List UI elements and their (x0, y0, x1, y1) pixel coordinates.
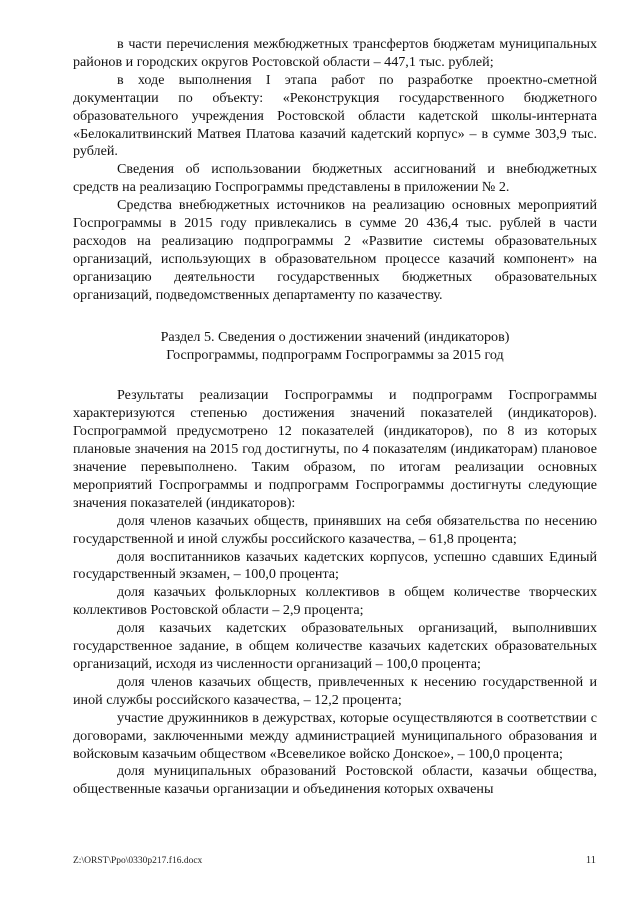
paragraph-design-works: в ходе выполнения I этапа работ по разработке проектно-сметной документации по объекту: «Реконструкция государственного бюджетного образовательного учреждения Ростовской области кадетской школы-интерната «Белокалитвинский Матвея Платова казачий кадетский корпус» – в сумме 303,9 тыс. рублей. (73, 71, 597, 160)
footer-page-number: 11 (585, 855, 596, 866)
paragraph-interbudget-transfers: в части перечисления межбюджетных трансфертов бюджетам муниципальных районов и городских округов Ростовской области – 447,1 тыс. рублей; (73, 36, 597, 70)
paragraph-indicator-service-involvement: доля членов казачьих обществ, привлеченных к несению государственной и иной службы российского казачества, – 12,2 процента; (73, 673, 597, 708)
section-heading-line1: Раздел 5. Сведения о достижении значений (индикаторов) (160, 328, 510, 345)
paragraph-indicator-cadet-exam: доля воспитанников казачьих кадетских корпусов, успешно сдавших Единый государственный экзамен, – 100,0 процента; (73, 548, 597, 583)
paragraph-indicator-folk-groups: доля казачьих фольклорных коллективов в общем количестве творческих коллективов Ростовской области – 2,9 процента; (73, 584, 597, 619)
paragraph-extrabudgetary-funds: Средства внебюджетных источников на реализацию основных мероприятий Госпрограммы в 2015 году привлекались в сумме 20 436,4 тыс. рублей в части расходов на реализацию подпрограммы 2 «Развитие системы образовательных организаций, использующих в образовательном процессе казачий компонент» на организацию деятельности государственных бюджетных образовательных организаций, подведомственных департаменту по казачеству. (73, 197, 597, 303)
paragraph-indicator-cossack-service: доля членов казачьих обществ, принявших на себя обязательства по несению государственной и иной службы российского казачества, – 61,8 процента; (73, 512, 597, 547)
paragraph-indicator-state-assignment: доля казачьих кадетских образовательных организаций, выполнивших государственное задание, в общем количестве казачьих кадетских образовательных организаций, исходя из численности организаций – 100,0 процента; (73, 620, 597, 672)
section-heading (73, 329, 597, 365)
paragraph-results-overview: Результаты реализации Госпрограммы и подпрограмм Госпрограммы характеризуются степенью достижения значений показателей (индикаторов). Госпрограммой предусмотрено 12 показателей (индикаторов), по 8 из которых плановые значения на 2015 год достигнуты, по 4 показателям (индикаторам) плановое значение перевыполнено. Таким образом, по итогам реализации основных мероприятий Госпрограммы и подпрограмм Госпрограммы достигнуты следующие значения показателей (индикаторов): (73, 387, 597, 511)
footer-file-path: Z:\ORST\Ppo\0330p217.f16.docx (73, 856, 203, 866)
paragraph-indicator-patrol-participation: участие дружинников в дежурствах, которые осуществляются в соответствии с договорами, заключенными между администрацией муниципального образования и войсковым казачьим обществом «Всевеликое войско Донское», – 100,0 процента; (73, 709, 597, 762)
section-heading-line2: Госпрограммы, подпрограмм Госпрограммы за 2015 год (166, 346, 504, 363)
document-page (73, 36, 597, 799)
paragraph-appendix-reference: Сведения об использовании бюджетных ассигнований и внебюджетных средств на реализацию Госпрограммы представлены в приложении № 2. (73, 161, 597, 196)
paragraph-indicator-municipalities: доля муниципальных образований Ростовской области, казачьи общества, общественные казачьи организации и объединения которых охвачены (73, 763, 597, 798)
